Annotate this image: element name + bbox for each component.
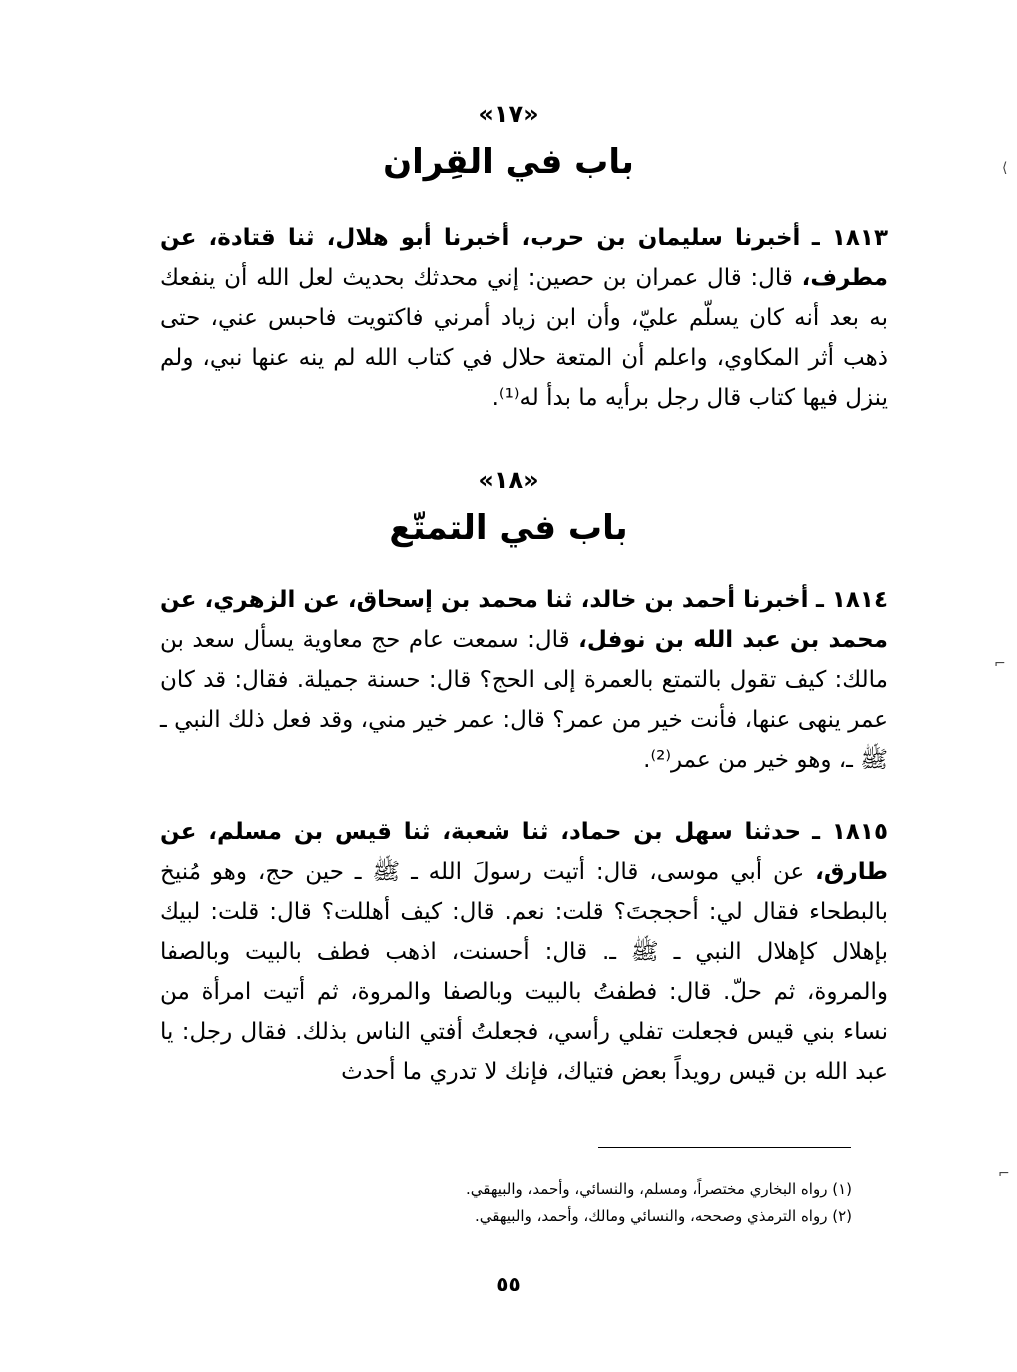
hadith-number: ١٨١٥ ـ (812, 819, 888, 845)
chapter-title: باب في القِران (383, 142, 634, 182)
footnotes (390, 1176, 852, 1230)
hadith-text: قال: سمعت عام حج معاوية يسأل سعد بن مالك: كيف تقول بالتمتع بالعمرة إلى الحج؟ قال: حسنة جميلة. فقال: قد كان عمر ينهى عنها، فأنت خير من عمر؟ قال: عمر خير مني، وقد فعل ذلك النبي ـ ﷺ ـ، وهو خير من عمر⁽²⁾. (160, 627, 888, 773)
chapter-number: «١٨» (478, 466, 539, 494)
footnote-divider (598, 1147, 851, 1148)
page-number: ٥٥ (496, 1272, 521, 1296)
hadith-text: عن أبي موسى، قال: أتيت رسولَ الله ـ ﷺ ـ حين حج، وهو مُنيخ بالبطحاء فقال لي: أحججتَ؟ قلت: نعم. قال: كيف أهللت؟ قال: قلت: لبيك بإهلال كإهلال النبي ـ ﷺ ـ. قال: أحسنت، اذهب فطف بالبيت وبالصفا والمروة، ثم حلّ. قال: فطفتُ بالبيت وبالصفا والمروة، ثم أتيت امرأة من نساء بني قيس فجعلت تفلي رأسي، فجعلتُ أفتي الناس بذلك. فقال رجل: يا عبد الله بن قيس رويداً بعض فتياك، فإنك لا تدري ما أحدث (160, 859, 888, 1085)
hadith-paragraph (160, 218, 888, 418)
footnote: (١) رواه البخاري مختصراً، ومسلم، والنسائي، وأحمد، والبيهقي. (465, 1180, 852, 1198)
hadith-text: قال: قال عمران بن حصين: إني محدثك بحديث لعل الله أن ينفعك به بعد أنه كان يسلّم عليّ، وأن ابن زياد أمرني فاكتويت فاحبس عني، حتى ذهب أثر المكاوي، واعلم أن المتعة حلال في كتاب الله لم ينه عنها نبي، ولم ينزل فيها كتاب قال رجل برأيه ما بدأ له⁽¹⁾. (160, 265, 888, 411)
hadith-chain: أخبرنا أحمد بن خالد، ثنا محمد بن إسحاق، عن الزهري، عن محمد بن عبد الله بن نوفل، (160, 587, 888, 653)
chapter-title: باب في التمتّع (389, 508, 628, 548)
hadith-number: ١٨١٤ ـ (815, 587, 889, 613)
scan-margin-mark: ⌐ (998, 1166, 1010, 1182)
chapter-number: «١٧» (478, 100, 539, 128)
scan-margin-mark: ⌐ (994, 656, 1006, 672)
hadith-chain: حدثنا سهل بن حماد، ثنا شعبة، ثنا قيس بن مسلم، عن طارق، (160, 819, 888, 885)
footnote: (٢) رواه الترمذي وصححه، والنسائي ومالك، وأحمد، والبيهقي. (475, 1207, 852, 1225)
hadith-chain: أخبرنا سليمان بن حرب، أخبرنا أبو هلال، ثنا قتادة، عن مطرف، (160, 225, 888, 291)
hadith-paragraph (160, 812, 888, 1092)
hadith-paragraph (160, 580, 888, 780)
scan-margin-mark: ⟨ (1002, 160, 1008, 176)
hadith-number: ١٨١٣ ـ (811, 225, 889, 251)
